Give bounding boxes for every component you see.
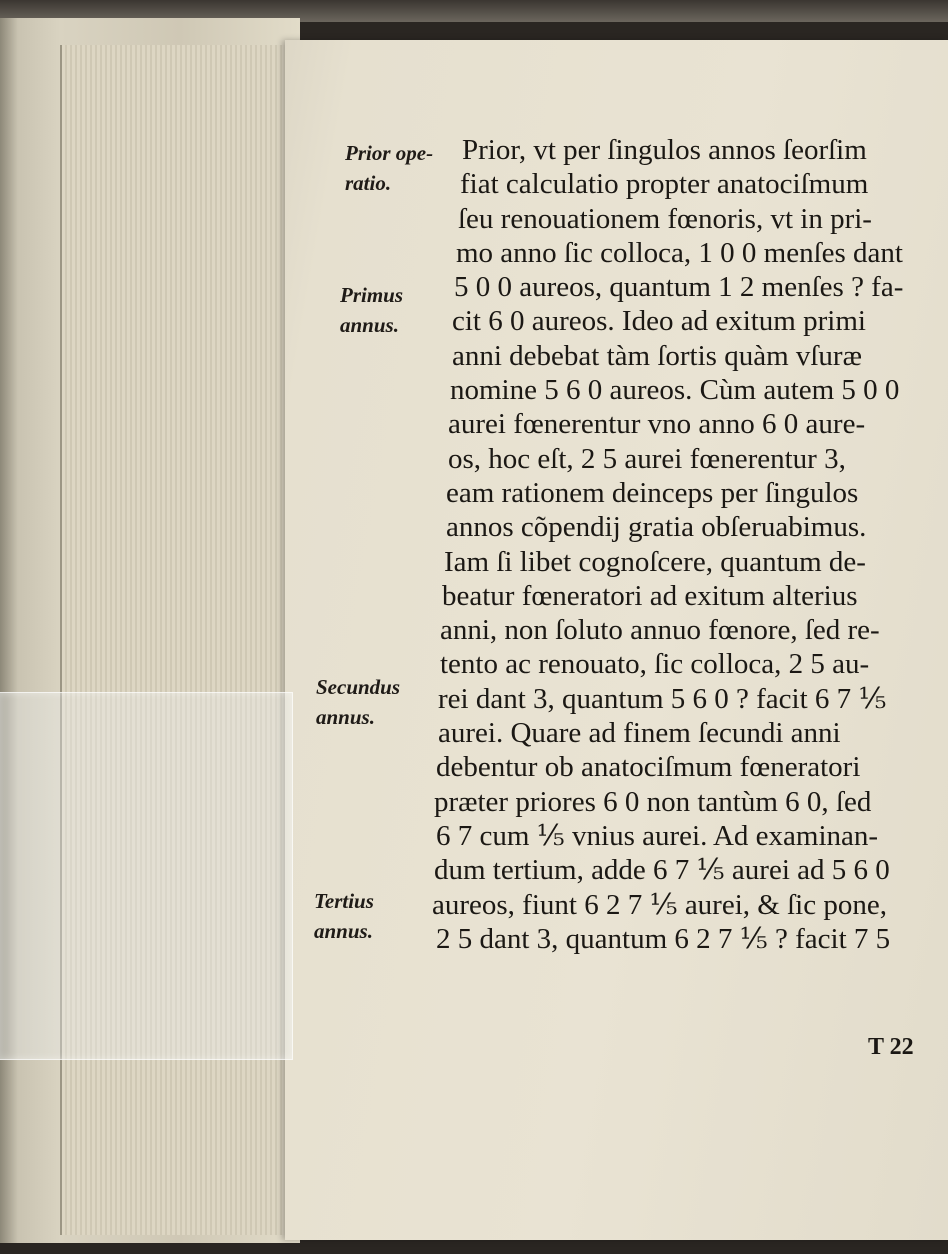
text-line: rei dant 3, quantum 5 6 0 ? facit 6 7 ⅕ <box>438 682 887 715</box>
text-line: aureos, fiunt 6 2 7 ⅕ aurei, & ſic pone, <box>432 888 887 921</box>
margin-note-prior-operatio: Prior ope- ratio. <box>345 141 434 195</box>
text-line: cit 6 0 aureos. Ideo ad exitum primi <box>452 305 866 338</box>
text-line: 2 5 dant 3, quantum 6 2 7 ⅕ ? facit 7 5 <box>436 922 891 955</box>
text-line: dum tertium, adde 6 7 ⅕ aurei ad 5 6 0 <box>434 854 890 887</box>
text-line: 5 0 0 aureos, quantum 1 2 menſes ? fa- <box>454 271 904 304</box>
text-line: Iam ſi libet cognoſcere, quantum de- <box>444 545 866 578</box>
transparent-tab <box>0 692 293 1060</box>
text-line: mo anno ſic colloca, 1 0 0 menſes dant <box>456 236 903 269</box>
body-text <box>432 133 932 956</box>
text-line: annos cõpendij gratia obſeruabimus. <box>446 511 867 544</box>
text-line: eam rationem deinceps per ſingulos <box>446 476 859 509</box>
margin-note-primus-annus: Primus annus. <box>340 283 404 337</box>
text-line: fiat calculatio propter anatociſmum <box>460 168 869 201</box>
text-line: ſeu renouationem fœnoris, vt in pri- <box>458 202 872 235</box>
text-line: os, hoc eſt, 2 5 aurei fœnerentur 3, <box>448 442 846 475</box>
text-line: aurei. Quare ad finem ſecundi anni <box>438 717 841 750</box>
text-line: 6 7 cum ⅕ vnius aurei. Ad examinan- <box>436 819 879 852</box>
margin-note-secundus-annus: Secundus annus. <box>316 675 401 729</box>
text-line: debentur ob anatociſmum fœneratori <box>436 751 861 784</box>
catchword: T 22 <box>868 1034 914 1060</box>
text-line: præter priores 6 0 non tantùm 6 0, ſed <box>434 785 872 818</box>
margin-note-tertius-annus: Tertius annus. <box>314 889 374 943</box>
text-line: aurei fœnerentur vno anno 6 0 aure- <box>448 408 866 441</box>
text-line: tento ac renouato, ſic colloca, 2 5 au- <box>440 648 870 681</box>
text-line: anni debebat tàm ſortis quàm vſuræ <box>452 339 862 372</box>
text-line: Prior, vt per ſingulos annos ſeorſim <box>462 134 867 166</box>
text-line: anni, non ſoluto annuo fœnore, ſed re- <box>440 614 880 647</box>
text-line: beatur fœneratori ad exitum alterius <box>442 579 858 612</box>
text-line: nomine 5 6 0 aureos. Cùm autem 5 0 0 <box>450 374 900 407</box>
